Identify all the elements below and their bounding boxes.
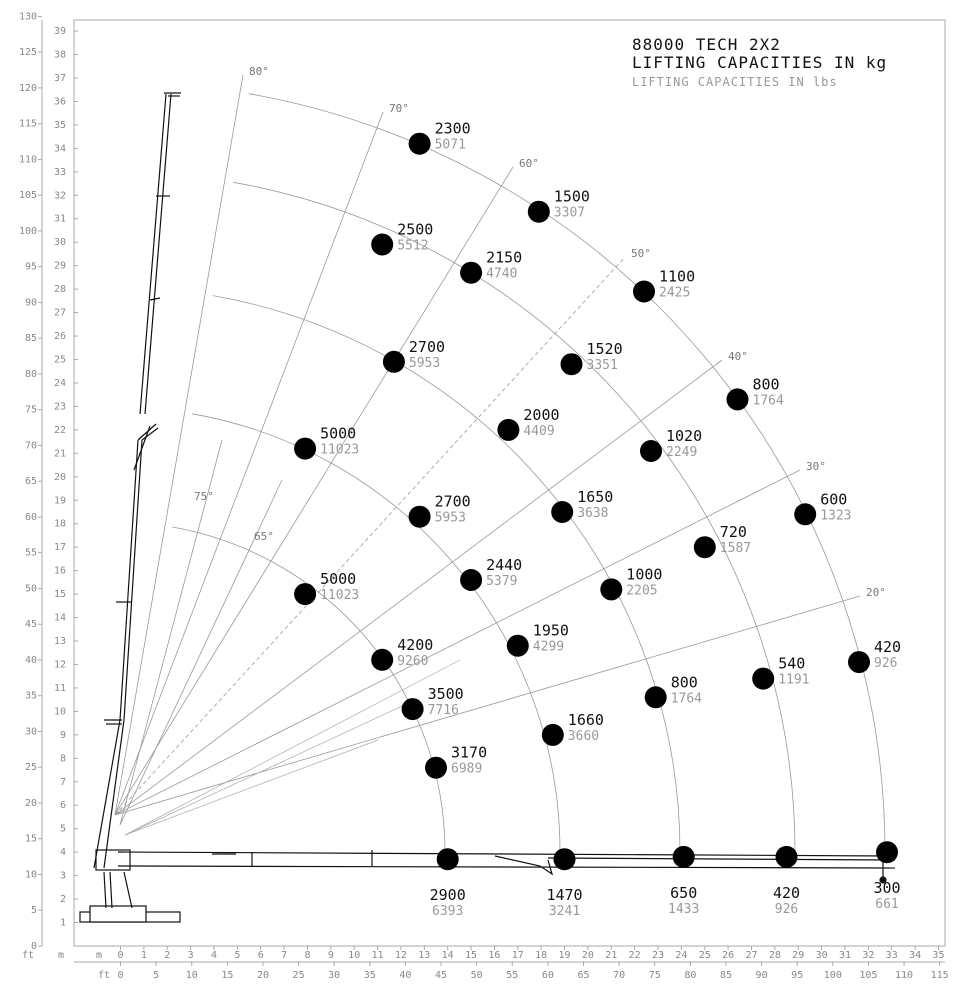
capacity-lbs-label: 926: [774, 901, 799, 917]
capacity-lbs-label: 1433: [668, 901, 700, 917]
x-m-tick-label: 34: [909, 950, 922, 961]
capacity-point: [876, 841, 898, 863]
y-ft-tick-label: 80: [24, 368, 37, 380]
capacity-point: [409, 506, 431, 528]
capacity-lbs-label: 7716: [427, 703, 459, 719]
capacity-lbs-label: 6989: [451, 761, 483, 777]
capacity-kg-label: 720: [719, 523, 747, 542]
jib-bottom: [118, 866, 895, 868]
x-m-tick-label: 6: [257, 950, 264, 961]
capacity-kg-label: 1100: [659, 267, 696, 286]
capacity-kg-label: 1950: [532, 621, 569, 640]
x-m-tick-label: 21: [605, 950, 618, 961]
x-m-tick-label: 26: [722, 950, 735, 961]
y-m-tick-label: 9: [59, 729, 66, 741]
capacity-point: [425, 757, 447, 779]
tick-labels: [19, 11, 949, 981]
x-m-tick-label: 7: [281, 950, 288, 961]
unit-ft-bottom: ft: [98, 970, 111, 981]
y-ft-tick-label: 65: [24, 476, 37, 488]
capacity-kg-label: 1520: [586, 340, 623, 359]
capacity-lbs-label: 661: [875, 897, 899, 913]
capacity-point: [460, 569, 482, 591]
y-m-tick-label: 4: [59, 847, 66, 859]
y-ft-tick-label: 25: [24, 762, 37, 774]
radius-arc: [192, 414, 560, 852]
x-m-tick-label: 10: [348, 950, 361, 961]
unit-ft-left: ft: [22, 950, 35, 961]
boom-angle-label: 40°: [728, 350, 748, 363]
capacity-kg-label: 800: [752, 375, 780, 394]
boom-angle-lines: [115, 65, 886, 835]
fan-line: [125, 700, 415, 835]
x-ft-tick-label: 25: [292, 970, 305, 981]
capacity-lbs-label: 4299: [532, 639, 565, 655]
capacity-kg-label: 600: [820, 490, 848, 509]
x-m-tick-label: 8: [304, 950, 311, 961]
x-ft-tick-label: 105: [859, 970, 878, 981]
x-m-tick-label: 25: [698, 950, 711, 961]
x-ft-tick-label: 5: [153, 970, 160, 981]
unit-m-bottom: m: [96, 950, 103, 961]
x-m-tick-label: 4: [210, 950, 217, 961]
capacity-point: [645, 686, 667, 708]
y-ft-tick-label: 85: [24, 333, 37, 345]
x-m-tick-label: 0: [117, 950, 124, 961]
capacity-lbs-label: 1323: [820, 508, 852, 524]
capacity-lbs-label: 5953: [408, 355, 441, 371]
y-m-tick-label: 26: [53, 331, 66, 343]
y-ft-tick-label: 5: [30, 905, 37, 917]
capacity-kg-label: 4200: [397, 635, 434, 654]
y-m-tick-label: 17: [53, 542, 66, 554]
capacity-lbs-label: 11023: [320, 588, 360, 604]
x-ft-tick-label: 45: [435, 970, 448, 981]
jib-angle-label: 75°: [194, 490, 214, 503]
crane-drawing: [80, 93, 898, 922]
crane-turret: [96, 850, 130, 870]
capacity-point: [528, 201, 550, 223]
y-ft-tick-label: 50: [24, 583, 37, 595]
capacity-lbs-label: 3351: [586, 358, 618, 374]
x-m-tick-label: 23: [651, 950, 665, 961]
capacity-lbs-label: 3660: [567, 728, 600, 744]
boom-angle-label: 30°: [806, 460, 826, 473]
capacity-point: [633, 281, 655, 303]
capacity-point: [640, 440, 662, 462]
y-ft-tick-label: 60: [24, 511, 37, 523]
y-m-tick-label: 16: [53, 565, 66, 577]
capacity-kg-label: 1500: [553, 187, 590, 206]
x-m-tick-label: 13: [418, 950, 431, 961]
y-m-tick-label: 12: [53, 659, 66, 671]
y-m-tick-label: 22: [53, 424, 66, 436]
y-m-tick-label: 20: [53, 471, 66, 483]
capacity-point: [294, 438, 316, 460]
x-m-tick-label: 19: [558, 950, 571, 961]
capacity-kg-label: 420: [772, 883, 801, 902]
y-m-tick-label: 11: [53, 682, 66, 694]
x-m-tick-label: 22: [628, 950, 641, 961]
x-ft-tick-label: 85: [719, 970, 732, 981]
x-m-tick-label: 12: [394, 950, 407, 961]
x-ft-tick-label: 10: [185, 970, 198, 981]
y-m-tick-label: 3: [59, 870, 66, 882]
y-m-tick-label: 2: [59, 894, 66, 906]
x-m-tick-label: 17: [511, 950, 524, 961]
capacity-kg-label: 1650: [577, 488, 614, 506]
capacity-kg-label: 1020: [666, 427, 703, 445]
capacity-lbs-label: 1587: [719, 541, 752, 557]
capacity-kg-label: 2700: [408, 337, 446, 356]
x-m-tick-label: 28: [768, 950, 781, 961]
radius-arc: [233, 182, 795, 852]
capacity-kg-label: 540: [778, 654, 806, 673]
capacity-point: [848, 651, 870, 673]
capacity-point: [371, 649, 393, 671]
y-ft-tick-label: 75: [24, 404, 37, 416]
x-m-tick-label: 30: [815, 950, 828, 961]
y-m-tick-label: 30: [53, 237, 66, 249]
x-ft-tick-label: 50: [470, 970, 483, 981]
capacity-lbs-label: 2249: [666, 445, 698, 460]
capacity-kg-label: 2700: [434, 492, 471, 511]
x-ft-tick-label: 40: [399, 970, 412, 981]
capacity-point: [694, 536, 716, 558]
capacity-point: [497, 419, 519, 441]
capacity-point: [551, 501, 573, 523]
fan-line: [125, 740, 378, 835]
y-m-tick-label: 23: [53, 401, 66, 413]
x-ft-tick-label: 100: [823, 970, 842, 981]
capacity-lbs-label: 5379: [486, 574, 518, 589]
y-m-tick-label: 32: [53, 190, 66, 202]
y-m-tick-label: 6: [59, 800, 66, 812]
capacity-kg-label: 3500: [427, 685, 464, 704]
boom-angle-line: [115, 112, 383, 815]
x-m-tick-label: 2: [164, 950, 171, 961]
y-m-tick-label: 34: [53, 143, 66, 155]
x-m-tick-label: 15: [465, 950, 478, 961]
x-ft-tick-label: 90: [755, 970, 768, 981]
capacity-kg-label: 2300: [434, 119, 471, 138]
x-ft-tick-label: 70: [613, 970, 626, 981]
x-ft-tick-label: 65: [577, 970, 590, 981]
y-ft-tick-label: 105: [18, 190, 37, 202]
crane-base-body: [90, 906, 146, 922]
x-m-tick-label: 35: [932, 950, 945, 961]
x-ft-tick-label: 75: [648, 970, 661, 981]
x-ft-tick-label: 20: [256, 970, 269, 981]
x-m-tick-label: 16: [488, 950, 501, 961]
capacity-lbs-label: 926: [874, 656, 898, 672]
x-ft-tick-label: 80: [684, 970, 697, 981]
capacity-kg-label: 2150: [486, 248, 523, 267]
y-ft-tick-label: 95: [24, 261, 37, 273]
capacity-point: [542, 724, 564, 746]
capacity-kg-label: 3170: [451, 743, 488, 762]
capacity-kg-label: 300: [873, 879, 901, 898]
chart-title: 88000 TECH 2X2: [632, 35, 781, 54]
capacity-kg-label: 800: [670, 673, 698, 692]
x-m-tick-label: 14: [441, 950, 454, 961]
capacity-kg-label: 2440: [486, 556, 523, 574]
y-ft-tick-label: 10: [24, 869, 37, 881]
capacity-point: [776, 846, 798, 868]
capacity-lbs-label: 11023: [320, 442, 360, 458]
capacity-point: [383, 351, 405, 373]
capacity-point: [600, 578, 622, 600]
y-ft-tick-label: 55: [24, 547, 37, 559]
capacity-point: [460, 262, 482, 284]
y-m-tick-label: 25: [53, 354, 66, 366]
y-ft-tick-label: 100: [18, 225, 37, 237]
jib-angle-label: 65°: [254, 530, 274, 543]
y-ft-tick-label: 90: [24, 297, 37, 309]
x-ft-tick-label: 95: [791, 970, 804, 981]
y-m-tick-label: 15: [53, 589, 66, 601]
x-m-tick-label: 18: [535, 950, 548, 961]
x-m-tick-label: 33: [885, 950, 898, 961]
capacity-kg-label: 420: [874, 638, 902, 657]
lbs-caption: LIFTING CAPACITIES IN lbs: [632, 75, 838, 89]
boom-angle-line: [115, 75, 243, 815]
y-m-tick-label: 24: [53, 377, 66, 389]
x-m-tick-label: 20: [581, 950, 594, 961]
x-m-tick-label: 27: [745, 950, 758, 961]
capacity-point: [554, 848, 576, 870]
capacity-lbs-label: 3241: [548, 904, 581, 920]
y-ft-tick-label: 45: [24, 619, 37, 631]
x-ft-tick-label: 55: [506, 970, 519, 981]
y-m-tick-label: 36: [53, 96, 66, 108]
y-m-tick-label: 28: [53, 284, 66, 296]
capacity-point: [437, 848, 459, 870]
x-m-tick-label: 29: [792, 950, 805, 961]
capacity-kg-label: 1470: [546, 886, 583, 905]
y-m-tick-label: 19: [53, 495, 66, 507]
x-ft-tick-label: 35: [363, 970, 376, 981]
y-ft-tick-label: 35: [24, 690, 37, 702]
x-ft-tick-label: 30: [328, 970, 341, 981]
capacity-point: [409, 133, 431, 155]
y-m-tick-label: 14: [53, 612, 66, 624]
x-ft-tick-label: 15: [221, 970, 234, 981]
y-m-tick-label: 10: [53, 706, 66, 718]
x-m-tick-label: 9: [327, 950, 334, 961]
capacity-kg-label: 2900: [429, 886, 466, 905]
capacity-lbs-label: 9260: [397, 653, 429, 669]
y-m-tick-label: 8: [59, 753, 66, 765]
y-m-tick-label: 13: [53, 636, 66, 648]
capacity-kg-label: 5000: [320, 424, 357, 443]
y-m-tick-label: 1: [59, 917, 66, 929]
capacity-lbs-label: 3638: [577, 506, 609, 521]
x-ft-tick-label: 0: [117, 970, 124, 981]
capacity-lbs-label: 3307: [553, 205, 586, 221]
capacity-lbs-label: 1764: [670, 691, 703, 707]
capacity-point: [371, 234, 393, 256]
y-m-tick-label: 33: [53, 166, 66, 178]
radius-arcs: [172, 94, 885, 852]
capacity-kg-label: 1660: [567, 710, 604, 729]
x-m-tick-label: 3: [187, 950, 194, 961]
y-ft-tick-label: 130: [18, 11, 37, 23]
x-m-tick-label: 11: [371, 950, 384, 961]
unit-m-left: m: [58, 950, 65, 961]
y-m-tick-label: 35: [53, 119, 66, 131]
y-m-tick-label: 37: [53, 72, 66, 84]
capacity-lbs-label: 5512: [397, 238, 429, 254]
boom-angle-label: 70°: [389, 102, 409, 115]
capacity-point: [673, 846, 695, 868]
capacity-lbs-label: 2425: [659, 285, 691, 301]
capacity-lbs-label: 6393: [432, 904, 464, 920]
x-ft-tick-label: 110: [895, 970, 914, 981]
y-ft-tick-label: 120: [18, 82, 37, 94]
capacity-kg-label: 5000: [320, 570, 357, 589]
capacity-lbs-label: 1764: [752, 393, 784, 409]
capacity-lbs-label: 5953: [434, 510, 466, 526]
x-m-tick-label: 31: [838, 950, 851, 961]
y-m-tick-label: 31: [53, 213, 66, 225]
y-ft-tick-label: 70: [24, 440, 37, 452]
capacity-lbs-label: 4409: [523, 423, 555, 439]
capacity-kg-label: 1000: [626, 565, 663, 584]
boom-angle-label: 20°: [866, 586, 886, 599]
boom-angle-label: 80°: [249, 65, 269, 78]
capacity-point: [294, 583, 316, 605]
x-m-tick-label: 5: [234, 950, 241, 961]
capacity-point: [752, 668, 774, 690]
y-ft-tick-label: 40: [24, 654, 37, 666]
x-m-tick-label: 32: [862, 950, 875, 961]
capacity-point: [794, 503, 816, 525]
capacity-lbs-label: 2205: [626, 583, 658, 599]
capacity-point: [507, 635, 529, 657]
x-ft-tick-label: 60: [541, 970, 554, 981]
capacity-lbs-label: 5071: [434, 137, 466, 153]
y-ft-tick-label: 20: [24, 797, 37, 809]
capacity-kg-label: 650: [670, 883, 698, 902]
capacity-lbs-label: 4740: [486, 266, 518, 282]
fan-line: [125, 660, 460, 835]
boom-angle-label: 60°: [519, 157, 539, 170]
grid-layer: [38, 16, 940, 966]
capacity-point: [561, 353, 583, 375]
x-m-tick-label: 1: [140, 950, 147, 961]
capacity-kg-label: 2000: [523, 405, 560, 424]
y-m-tick-label: 27: [53, 307, 66, 319]
plot-frame: [74, 20, 945, 946]
capacity-lbs-label: 1191: [778, 672, 810, 688]
y-m-tick-label: 21: [53, 448, 66, 460]
x-ft-tick-label: 115: [930, 970, 949, 981]
y-ft-tick-label: 15: [24, 833, 37, 845]
y-m-tick-label: 39: [53, 26, 66, 38]
y-m-tick-label: 38: [53, 49, 66, 61]
x-m-tick-label: 24: [675, 950, 688, 961]
y-ft-tick-label: 115: [18, 118, 37, 130]
capacity-point: [402, 698, 424, 720]
capacity-point: [727, 388, 749, 410]
capacity-kg-label: 2500: [397, 220, 434, 239]
y-m-tick-label: 18: [53, 518, 66, 530]
y-ft-tick-label: 125: [18, 47, 37, 59]
y-m-tick-label: 5: [59, 823, 66, 835]
y-ft-tick-label: 30: [24, 726, 37, 738]
kg-caption: LIFTING CAPACITIES IN kg: [632, 53, 888, 72]
y-ft-tick-label: 110: [18, 154, 37, 166]
boom-angle-label: 50°: [631, 247, 651, 260]
y-m-tick-label: 7: [59, 776, 66, 788]
y-ft-tick-label: 0: [30, 941, 37, 952]
y-m-tick-label: 29: [53, 260, 66, 272]
